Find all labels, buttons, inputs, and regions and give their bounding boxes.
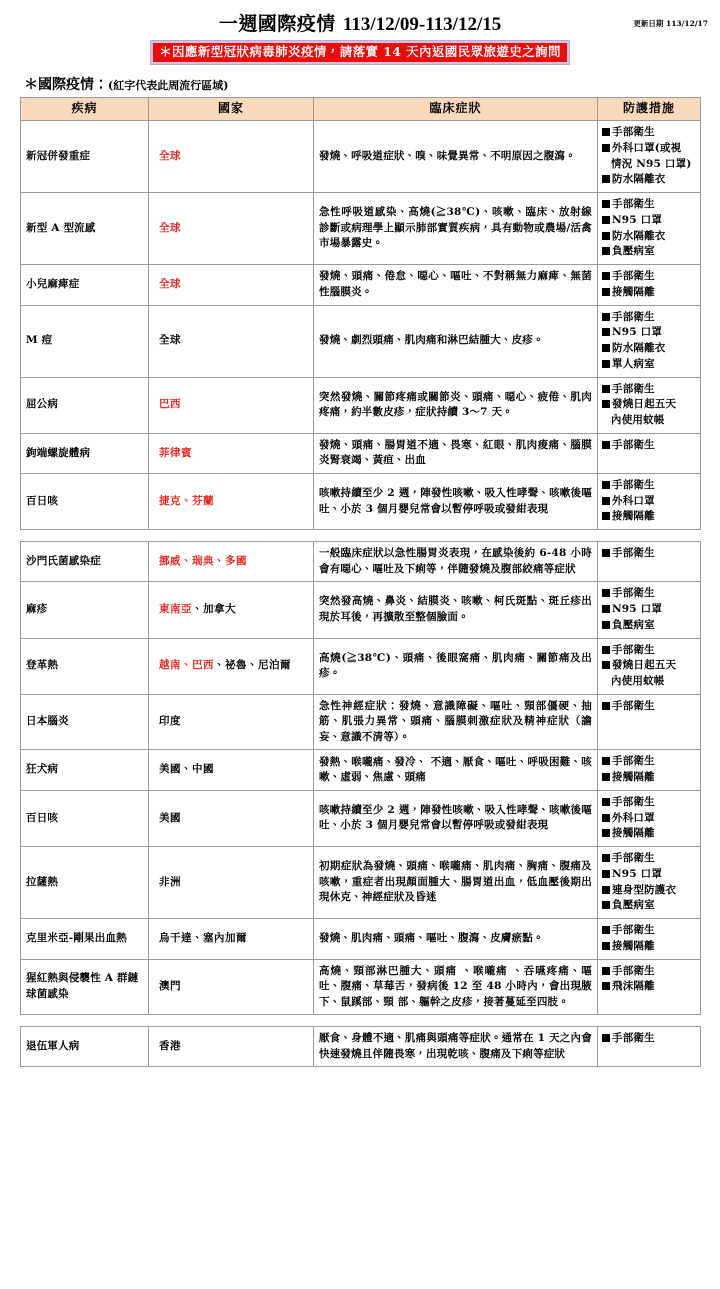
measure-label: 接觸隔離	[612, 771, 655, 784]
country-normal: 非洲	[159, 875, 181, 888]
table-header-row	[21, 98, 701, 121]
table-row	[21, 1027, 701, 1067]
column-header-0: 疾病	[21, 98, 149, 121]
measure-label-continuation: 內使用蚊帳	[611, 675, 665, 687]
protective-measures	[598, 750, 701, 791]
measure-item	[602, 478, 697, 494]
filled-square-bullet-icon	[602, 441, 610, 449]
measure-label: 負壓病室	[612, 618, 655, 631]
protective-measures	[598, 193, 701, 265]
page-title	[0, 9, 720, 36]
disease-name: 沙門氏菌感染症	[21, 542, 149, 582]
clinical-symptoms: 急性神經症狀：發燒、意識障礙、嘔吐、頸部僵硬、抽筋、肌張力異常、頭痛、腦膜刺激症狀及精神症狀（譫妄、意識不清等）。	[314, 694, 598, 750]
measure-label: 單人病室	[612, 357, 655, 370]
clinical-symptoms: 高燒、頸部淋巴腫大、頭痛 、喉嚨痛 、吞嚥疼痛、嘔吐、腹痛、草莓舌，發病後 12 至 48 小時內，會出現腋下、鼠蹊部、頸 部、軀幹之皮疹，接著蔓延至四肢。	[314, 959, 598, 1015]
filled-square-bullet-icon	[602, 232, 610, 240]
protective-measures	[598, 638, 701, 694]
protective-measures	[598, 582, 701, 638]
filled-square-bullet-icon	[602, 175, 610, 183]
measure-label: 接觸隔離	[612, 510, 655, 523]
clinical-symptoms: 發燒、呼吸道症狀、嗅、味覺異常、不明原因之腹瀉。	[314, 121, 598, 193]
country-list	[149, 750, 314, 791]
table-row	[21, 638, 701, 694]
section-label	[24, 74, 720, 94]
filled-square-bullet-icon	[602, 926, 610, 934]
measure-label: 手部衛生	[612, 270, 655, 283]
country-highlighted: 捷克、芬蘭	[159, 494, 214, 507]
country-list	[149, 919, 314, 960]
page-title-cjk: 一週國際疫情	[218, 13, 336, 35]
protective-measures	[598, 847, 701, 919]
country-highlighted: 挪威、瑞典、多國	[159, 554, 247, 567]
country-list	[149, 847, 314, 919]
epidemic-report-page	[0, 9, 720, 1289]
measure-item	[602, 964, 697, 980]
measure-item	[602, 586, 697, 602]
measure-item	[602, 357, 697, 373]
disease-name: 狂犬病	[21, 750, 149, 791]
filled-square-bullet-icon	[602, 247, 610, 255]
protective-measures	[598, 377, 701, 433]
measure-label: 負壓病室	[612, 899, 655, 912]
country-highlighted: 菲律賓	[159, 446, 192, 459]
measure-label: 手部衛生	[612, 382, 655, 395]
measure-label: 防水隔離衣	[612, 173, 666, 186]
country-list	[149, 193, 314, 265]
measure-label: 接觸隔離	[612, 939, 655, 952]
column-header-3: 防護措施	[598, 98, 701, 121]
table-row	[21, 542, 701, 582]
filled-square-bullet-icon	[602, 144, 610, 152]
filled-square-bullet-icon	[602, 605, 610, 613]
filled-square-bullet-icon	[602, 200, 610, 208]
notice-banner-wrap	[0, 41, 720, 64]
measure-item	[602, 494, 697, 510]
filled-square-bullet-icon	[602, 901, 610, 909]
protective-measures	[598, 1027, 701, 1067]
disease-name: 猩紅熱與侵襲性 A 群鏈球菌感染	[21, 959, 149, 1015]
country-normal: 香港	[159, 1039, 181, 1052]
protective-measures	[598, 542, 701, 582]
clinical-symptoms: 急性呼吸道感染、高燒(≧38℃)、咳嗽、臨床、放射線診斷或病理學上顯示肺部實質疾病，具有動物或農場/活禽市場暴露史。	[314, 193, 598, 265]
table-row	[21, 305, 701, 377]
protective-measures	[598, 919, 701, 960]
measure-item	[602, 269, 697, 285]
measure-item	[602, 382, 697, 398]
country-highlighted: 全球	[159, 278, 181, 291]
measure-label: 手部衛生	[612, 852, 655, 865]
table-row	[21, 582, 701, 638]
country-normal: 烏干達、塞內加爾	[159, 932, 247, 945]
table-row	[21, 919, 701, 960]
measure-item	[602, 898, 697, 914]
measure-label: 飛沫隔離	[612, 980, 655, 993]
disease-name: 百日咳	[21, 473, 149, 529]
measure-label: 防水隔離衣	[612, 342, 666, 355]
filled-square-bullet-icon	[602, 385, 610, 393]
measure-item	[602, 699, 697, 715]
country-normal: 美國、中國	[159, 763, 214, 776]
filled-square-bullet-icon	[602, 288, 610, 296]
covid-notice-banner: ＊因應新型冠狀病毒肺炎疫情，請落實 14 天內返國民眾旅遊史之詢問	[151, 41, 569, 64]
table-row	[21, 473, 701, 529]
measure-item	[602, 602, 697, 618]
table-row	[21, 433, 701, 473]
filled-square-bullet-icon	[602, 773, 610, 781]
filled-square-bullet-icon	[602, 216, 610, 224]
measure-label: 手部衛生	[612, 438, 655, 451]
filled-square-bullet-icon	[602, 360, 610, 368]
measure-label: 接觸隔離	[612, 285, 655, 298]
country-list	[149, 121, 314, 193]
table-row	[21, 959, 701, 1015]
filled-square-bullet-icon	[602, 854, 610, 862]
filled-square-bullet-icon	[602, 646, 610, 654]
filled-square-bullet-icon	[602, 497, 610, 505]
country-normal: 印度	[159, 715, 181, 728]
measure-label: N95 口罩	[612, 603, 663, 615]
measure-item	[602, 509, 697, 525]
measure-item	[602, 229, 697, 245]
disease-name: 新型 A 型流感	[21, 193, 149, 265]
measure-item	[602, 851, 697, 867]
protective-measures	[598, 305, 701, 377]
filled-square-bullet-icon	[602, 313, 610, 321]
country-normal: 、加拿大	[192, 603, 236, 616]
measure-item	[602, 923, 697, 939]
disease-name: 麻疹	[21, 582, 149, 638]
protective-measures	[598, 121, 701, 193]
measure-item	[602, 438, 697, 454]
measure-label: 手部衛生	[612, 699, 655, 712]
country-list	[149, 959, 314, 1015]
filled-square-bullet-icon	[602, 886, 610, 894]
filled-square-bullet-icon	[602, 481, 610, 489]
measure-label: 手部衛生	[612, 547, 655, 560]
tables-host	[0, 97, 720, 1067]
epidemic-table	[20, 97, 701, 530]
measure-item	[602, 125, 697, 141]
protective-measures	[598, 265, 701, 306]
measure-label: 手部衛生	[612, 643, 655, 656]
measure-item	[602, 213, 697, 229]
protective-measures	[598, 790, 701, 846]
measure-label: 接觸隔離	[612, 827, 655, 840]
clinical-symptoms: 發燒、頭痛、倦怠、噁心、嘔吐、不對稱無力麻痺、無菌性腦膜炎。	[314, 265, 598, 306]
table-row	[21, 750, 701, 791]
filled-square-bullet-icon	[602, 128, 610, 136]
measure-item	[602, 770, 697, 786]
measure-label: 發燒日起五天	[612, 659, 677, 672]
country-highlighted: 全球	[159, 149, 181, 162]
disease-name: 鉤端螺旋體病	[21, 433, 149, 473]
country-list	[149, 790, 314, 846]
clinical-symptoms: 發燒、肌肉痛、頭痛、嘔吐、腹瀉、皮膚瘀點。	[314, 919, 598, 960]
measure-label: N95 口罩	[612, 213, 663, 226]
country-list	[149, 1027, 314, 1067]
country-normal: 、祕魯、尼泊爾	[214, 659, 291, 672]
epidemic-table	[20, 1026, 701, 1067]
filled-square-bullet-icon	[602, 814, 610, 822]
measure-label: 外科口罩	[612, 811, 655, 824]
measure-item	[602, 939, 697, 955]
measure-item	[602, 658, 697, 690]
measure-label: 發燒日起五天	[612, 398, 677, 411]
page-title-date-range: 113/12/09-113/12/15	[342, 14, 502, 35]
section-label-sub: (紅字代表此周流行區域)	[108, 79, 229, 93]
column-header-2: 臨床症狀	[314, 98, 598, 121]
protective-measures	[598, 433, 701, 473]
measure-item	[602, 883, 697, 899]
clinical-symptoms: 厭食、身體不適、肌痛與頭痛等症狀。通常在 1 天之內會快速發燒且伴隨畏寒，出現乾咳、腹痛及下痢等症狀	[314, 1027, 598, 1067]
country-list	[149, 433, 314, 473]
measure-item	[602, 618, 697, 634]
measure-item	[602, 244, 697, 260]
country-list	[149, 305, 314, 377]
measure-label: 手部衛生	[612, 310, 655, 323]
clinical-symptoms: 發燒、頭痛、腸胃道不適、畏寒、紅眼、肌肉痠痛、腦膜炎腎衰竭、黃疸、出血	[314, 433, 598, 473]
filled-square-bullet-icon	[602, 798, 610, 806]
filled-square-bullet-icon	[602, 344, 610, 352]
table-row	[21, 193, 701, 265]
table-row	[21, 265, 701, 306]
clinical-symptoms: 突然發燒、關節疼痛或關節炎、頭痛、噁心、疲倦、肌肉疼痛，約半數皮疹，症狀持續 3〜7 天。	[314, 377, 598, 433]
protective-measures	[598, 959, 701, 1015]
filled-square-bullet-icon	[602, 757, 610, 765]
disease-name: 屈公病	[21, 377, 149, 433]
table-row	[21, 377, 701, 433]
disease-name: 登革熱	[21, 638, 149, 694]
disease-name: 小兒麻痺症	[21, 265, 149, 306]
table-row	[21, 694, 701, 750]
disease-name: 新冠併發重症	[21, 121, 149, 193]
filled-square-bullet-icon	[602, 1034, 610, 1042]
disease-name: 日本腦炎	[21, 694, 149, 750]
measure-label: 手部衛生	[612, 478, 655, 491]
measure-label: 手部衛生	[612, 587, 655, 600]
measure-label: 防水隔離衣	[612, 229, 666, 242]
country-list	[149, 694, 314, 750]
filled-square-bullet-icon	[602, 829, 610, 837]
measure-item	[602, 546, 697, 562]
country-list	[149, 265, 314, 306]
filled-square-bullet-icon	[602, 512, 610, 520]
measure-item	[602, 310, 697, 326]
clinical-symptoms: 咳嗽持續至少 2 週，陣發性咳嗽、吸入性哮聲、咳嗽後嘔吐、小於 3 個月嬰兒常會以暫停呼吸或發紺表現	[314, 790, 598, 846]
clinical-symptoms: 高燒(≧38℃)、頭痛、後眼窩痛、肌肉痛、關節痛及出疹。	[314, 638, 598, 694]
protective-measures	[598, 694, 701, 750]
country-normal: 美國	[159, 811, 181, 824]
measure-item	[602, 141, 697, 173]
measure-item	[602, 285, 697, 301]
measure-label: 外科口罩(或視	[612, 141, 682, 154]
filled-square-bullet-icon	[602, 589, 610, 597]
country-highlighted: 巴西	[159, 398, 181, 411]
measure-item	[602, 197, 697, 213]
protective-measures	[598, 473, 701, 529]
measure-label: 手部衛生	[612, 964, 655, 977]
disease-name: 克里米亞-剛果出血熱	[21, 919, 149, 960]
filled-square-bullet-icon	[602, 982, 610, 990]
clinical-symptoms: 突然發高燒、鼻炎、結膜炎、咳嗽、柯氏斑點、斑丘疹出現於耳後，再擴散至整個臉面。	[314, 582, 598, 638]
clinical-symptoms: 一般臨床症狀以急性腸胃炎表現，在感染後約 6-48 小時會有噁心、嘔吐及下痢等，伴隨發燒及腹部絞痛等症狀	[314, 542, 598, 582]
measure-label: N95 口罩	[612, 326, 663, 339]
country-list	[149, 638, 314, 694]
filled-square-bullet-icon	[602, 942, 610, 950]
country-list	[149, 473, 314, 529]
clinical-symptoms: 發燒、劇烈頭痛、肌肉痛和淋巴結腫大、皮疹。	[314, 305, 598, 377]
clinical-symptoms: 初期症狀為發燒、頭痛、喉嚨痛、肌肉痛、胸痛、腹痛及咳嗽，重症者出現顏面腫大、腸胃道出血，低血壓後期出現休克、神經症狀及昏迷	[314, 847, 598, 919]
measure-item	[602, 826, 697, 842]
measure-item	[602, 397, 697, 429]
measure-label-continuation: 內使用蚊帳	[611, 414, 665, 427]
measure-label: 手部衛生	[612, 1032, 655, 1045]
measure-item	[602, 1031, 697, 1047]
measure-item	[602, 643, 697, 659]
filled-square-bullet-icon	[602, 272, 610, 280]
measure-label: 負壓病室	[612, 245, 655, 258]
epidemic-table	[20, 541, 701, 1015]
update-date-stamp: 更新日期 113/12/17	[633, 19, 708, 28]
filled-square-bullet-icon	[602, 328, 610, 336]
country-list	[149, 542, 314, 582]
clinical-symptoms: 發熱、喉嚨痛、發冷、 不適、厭食、嘔吐、呼吸困難、咳嗽、虛弱、焦慮、頭痛	[314, 750, 598, 791]
filled-square-bullet-icon	[602, 400, 610, 408]
filled-square-bullet-icon	[602, 549, 610, 557]
title-row	[0, 9, 720, 39]
country-highlighted: 越南、巴西	[159, 659, 214, 672]
measure-label: N95 口罩	[612, 867, 663, 880]
disease-name: 退伍軍人病	[21, 1027, 149, 1067]
country-normal: 全球	[159, 334, 181, 347]
disease-name: M 痘	[21, 305, 149, 377]
measure-label: 手部衛生	[612, 795, 655, 808]
column-header-1: 國家	[149, 98, 314, 121]
measure-label-continuation: 情況 N95 口罩)	[611, 157, 692, 170]
table-row	[21, 121, 701, 193]
measure-label: 外科口罩	[612, 494, 655, 507]
measure-label: 連身型防護衣	[612, 883, 677, 896]
country-list	[149, 582, 314, 638]
filled-square-bullet-icon	[602, 661, 610, 669]
clinical-symptoms: 咳嗽持續至少 2 週，陣發性咳嗽、吸入性哮聲、咳嗽後嘔吐、小於 3 個月嬰兒常會以暫停呼吸或發紺表現	[314, 473, 598, 529]
measure-item	[602, 867, 697, 883]
disease-name: 百日咳	[21, 790, 149, 846]
measure-item	[602, 341, 697, 357]
measure-item	[602, 979, 697, 995]
country-highlighted: 東南亞	[159, 603, 192, 616]
table-row	[21, 790, 701, 846]
measure-label: 手部衛生	[612, 924, 655, 937]
measure-item	[602, 172, 697, 188]
country-highlighted: 全球	[159, 221, 181, 234]
country-normal: 澳門	[159, 980, 181, 993]
measure-item	[602, 795, 697, 811]
measure-item	[602, 754, 697, 770]
filled-square-bullet-icon	[602, 621, 610, 629]
filled-square-bullet-icon	[602, 870, 610, 878]
filled-square-bullet-icon	[602, 967, 610, 975]
disease-name: 拉薩熱	[21, 847, 149, 919]
measure-item	[602, 811, 697, 827]
measure-item	[602, 325, 697, 341]
section-label-main: ＊國際疫情：	[24, 77, 108, 94]
measure-label: 手部衛生	[612, 755, 655, 768]
country-list	[149, 377, 314, 433]
filled-square-bullet-icon	[602, 702, 610, 710]
measure-label: 手部衛生	[612, 198, 655, 211]
measure-label: 手部衛生	[612, 126, 655, 139]
table-row	[21, 847, 701, 919]
